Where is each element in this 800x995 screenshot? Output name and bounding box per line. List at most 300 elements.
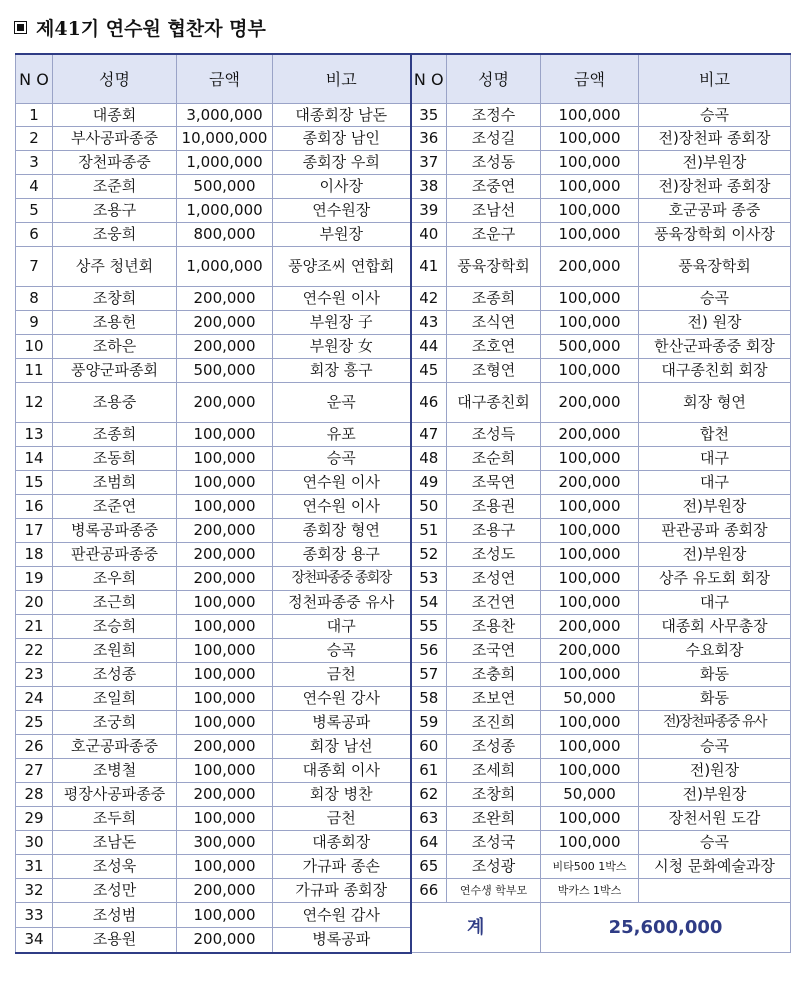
right-amount-cell: 100,000 xyxy=(541,175,639,199)
right-amount-cell: 100,000 xyxy=(541,567,639,591)
left-amount-cell: 200,000 xyxy=(177,567,273,591)
table-row xyxy=(16,615,791,639)
left-amount-cell: 100,000 xyxy=(177,591,273,615)
right-name-cell: 조성국 xyxy=(447,831,541,855)
right-amount-cell: 50,000 xyxy=(541,783,639,807)
right-no-cell: 58 xyxy=(411,687,447,711)
table-row xyxy=(16,247,791,287)
left-amount-cell: 1,000,000 xyxy=(177,247,273,287)
left-amount-cell: 100,000 xyxy=(177,807,273,831)
right-note-cell: 전)장천파 종회장 xyxy=(639,175,791,199)
left-amount-cell: 200,000 xyxy=(177,879,273,903)
right-no-cell: 55 xyxy=(411,615,447,639)
table-row xyxy=(16,287,791,311)
right-no-cell: 45 xyxy=(411,359,447,383)
right-note-cell: 상주 유도회 회장 xyxy=(639,567,791,591)
left-name-cell: 조궁희 xyxy=(53,711,177,735)
left-name-cell: 상주 청년회 xyxy=(53,247,177,287)
left-amount-cell: 500,000 xyxy=(177,359,273,383)
left-no-cell: 9 xyxy=(16,311,53,335)
right-note-cell: 풍육장학회 xyxy=(639,247,791,287)
right-note-cell: 대구 xyxy=(639,447,791,471)
left-name-cell: 조근희 xyxy=(53,591,177,615)
right-note-cell: 화동 xyxy=(639,687,791,711)
right-no-cell: 61 xyxy=(411,759,447,783)
right-name-cell: 연수생 학부모 xyxy=(447,879,541,903)
left-name-cell: 판관공파종중 xyxy=(53,543,177,567)
left-no-cell: 31 xyxy=(16,855,53,879)
left-name-cell: 조종희 xyxy=(53,423,177,447)
right-note-cell: 대구 xyxy=(639,471,791,495)
right-note-cell: 승곡 xyxy=(639,735,791,759)
right-name-cell: 조운구 xyxy=(447,223,541,247)
left-amount-cell: 100,000 xyxy=(177,855,273,879)
header-amount-right: 금액 xyxy=(541,54,639,104)
right-no-cell: 64 xyxy=(411,831,447,855)
left-note-cell: 병록공파 xyxy=(273,928,411,953)
right-name-cell: 조용찬 xyxy=(447,615,541,639)
left-amount-cell: 200,000 xyxy=(177,928,273,953)
left-no-cell: 17 xyxy=(16,519,53,543)
right-amount-cell: 100,000 xyxy=(541,127,639,151)
left-name-cell: 조용구 xyxy=(53,199,177,223)
right-note-cell: 승곡 xyxy=(639,831,791,855)
right-name-cell: 조정수 xyxy=(447,104,541,127)
right-amount-cell: 500,000 xyxy=(541,335,639,359)
left-no-cell: 32 xyxy=(16,879,53,903)
left-no-cell: 5 xyxy=(16,199,53,223)
left-note-cell: 승곡 xyxy=(273,447,411,471)
table-row xyxy=(16,543,791,567)
header-name-left: 성명 xyxy=(53,54,177,104)
right-amount-cell: 100,000 xyxy=(541,311,639,335)
table-row xyxy=(16,127,791,151)
right-note-cell: 전) 원장 xyxy=(639,311,791,335)
left-no-cell: 18 xyxy=(16,543,53,567)
right-no-cell: 50 xyxy=(411,495,447,519)
left-name-cell: 병록공파종중 xyxy=(53,519,177,543)
left-amount-cell: 1,000,000 xyxy=(177,151,273,175)
right-no-cell: 47 xyxy=(411,423,447,447)
header-note-left: 비고 xyxy=(273,54,411,104)
right-no-cell: 63 xyxy=(411,807,447,831)
left-note-cell: 회장 남선 xyxy=(273,735,411,759)
left-note-cell: 대구 xyxy=(273,615,411,639)
left-no-cell: 4 xyxy=(16,175,53,199)
left-name-cell: 조용헌 xyxy=(53,311,177,335)
left-amount-cell: 100,000 xyxy=(177,711,273,735)
table-row xyxy=(16,311,791,335)
left-note-cell: 금천 xyxy=(273,807,411,831)
table-row xyxy=(16,711,791,735)
right-name-cell: 조성득 xyxy=(447,423,541,447)
left-amount-cell: 100,000 xyxy=(177,447,273,471)
left-amount-cell: 10,000,000 xyxy=(177,127,273,151)
right-amount-cell: 100,000 xyxy=(541,735,639,759)
left-no-cell: 8 xyxy=(16,287,53,311)
left-note-cell: 유포 xyxy=(273,423,411,447)
table-row xyxy=(16,591,791,615)
right-amount-cell: 100,000 xyxy=(541,543,639,567)
left-no-cell: 22 xyxy=(16,639,53,663)
right-note-cell: 합천 xyxy=(639,423,791,447)
right-amount-cell: 100,000 xyxy=(541,519,639,543)
left-amount-cell: 500,000 xyxy=(177,175,273,199)
right-note-cell xyxy=(639,879,791,903)
table-row xyxy=(16,807,791,831)
total-value: 25,600,000 xyxy=(541,903,791,953)
left-name-cell: 조우희 xyxy=(53,567,177,591)
right-name-cell: 조진희 xyxy=(447,711,541,735)
left-amount-cell: 300,000 xyxy=(177,831,273,855)
right-note-cell: 전)원장 xyxy=(639,759,791,783)
left-note-cell: 연수원 강사 xyxy=(273,687,411,711)
left-amount-cell: 100,000 xyxy=(177,471,273,495)
left-no-cell: 11 xyxy=(16,359,53,383)
right-amount-cell: 200,000 xyxy=(541,383,639,423)
left-no-cell: 7 xyxy=(16,247,53,287)
left-no-cell: 34 xyxy=(16,928,53,953)
right-name-cell: 대구종친회 xyxy=(447,383,541,423)
sponsor-table xyxy=(15,53,791,954)
left-note-cell: 장천파종중 종회장 xyxy=(273,567,411,591)
left-name-cell: 조병철 xyxy=(53,759,177,783)
left-note-cell: 회장 흥구 xyxy=(273,359,411,383)
right-amount-cell: 100,000 xyxy=(541,591,639,615)
left-no-cell: 20 xyxy=(16,591,53,615)
right-name-cell: 조성길 xyxy=(447,127,541,151)
left-no-cell: 24 xyxy=(16,687,53,711)
left-amount-cell: 100,000 xyxy=(177,423,273,447)
left-amount-cell: 100,000 xyxy=(177,687,273,711)
left-note-cell: 대종회장 xyxy=(273,831,411,855)
left-no-cell: 10 xyxy=(16,335,53,359)
right-name-cell: 조세희 xyxy=(447,759,541,783)
left-no-cell: 1 xyxy=(16,104,53,127)
table-row xyxy=(16,519,791,543)
left-note-cell: 가규파 종회장 xyxy=(273,879,411,903)
left-amount-cell: 3,000,000 xyxy=(177,104,273,127)
left-no-cell: 13 xyxy=(16,423,53,447)
table-row xyxy=(16,359,791,383)
right-no-cell: 46 xyxy=(411,383,447,423)
left-name-cell: 대종회 xyxy=(53,104,177,127)
table-row xyxy=(16,879,791,903)
right-note-cell: 전)부원장 xyxy=(639,495,791,519)
left-name-cell: 조성욱 xyxy=(53,855,177,879)
left-amount-cell: 200,000 xyxy=(177,335,273,359)
right-name-cell: 조보연 xyxy=(447,687,541,711)
right-no-cell: 52 xyxy=(411,543,447,567)
right-note-cell: 전)장천파 종회장 xyxy=(639,127,791,151)
left-amount-cell: 1,000,000 xyxy=(177,199,273,223)
left-name-cell: 조준연 xyxy=(53,495,177,519)
right-note-cell: 수요회장 xyxy=(639,639,791,663)
right-name-cell: 조성종 xyxy=(447,735,541,759)
table-row xyxy=(16,423,791,447)
right-name-cell: 조중연 xyxy=(447,175,541,199)
left-amount-cell: 200,000 xyxy=(177,543,273,567)
left-name-cell: 조동희 xyxy=(53,447,177,471)
left-no-cell: 19 xyxy=(16,567,53,591)
right-note-cell: 전)장천파종중 유사 xyxy=(639,711,791,735)
right-no-cell: 66 xyxy=(411,879,447,903)
left-note-cell: 회장 병찬 xyxy=(273,783,411,807)
left-note-cell: 풍양조씨 연합회 xyxy=(273,247,411,287)
right-no-cell: 44 xyxy=(411,335,447,359)
left-name-cell: 조성만 xyxy=(53,879,177,903)
document-title xyxy=(14,12,266,42)
left-note-cell: 병록공파 xyxy=(273,711,411,735)
left-note-cell: 연수원 이사 xyxy=(273,287,411,311)
right-note-cell: 대구종친회 회장 xyxy=(639,359,791,383)
table-row xyxy=(16,383,791,423)
left-name-cell: 호군공파종중 xyxy=(53,735,177,759)
right-note-cell: 승곡 xyxy=(639,287,791,311)
right-name-cell: 조창희 xyxy=(447,783,541,807)
right-note-cell: 판관공파 종회장 xyxy=(639,519,791,543)
right-no-cell: 38 xyxy=(411,175,447,199)
right-note-cell: 대구 xyxy=(639,591,791,615)
table-row xyxy=(16,175,791,199)
right-name-cell: 조식연 xyxy=(447,311,541,335)
right-no-cell: 41 xyxy=(411,247,447,287)
left-note-cell: 운곡 xyxy=(273,383,411,423)
total-label: 계 xyxy=(411,903,541,953)
square-bullet-icon xyxy=(14,21,27,34)
right-name-cell: 조순희 xyxy=(447,447,541,471)
right-no-cell: 62 xyxy=(411,783,447,807)
right-no-cell: 54 xyxy=(411,591,447,615)
right-note-cell: 전)부원장 xyxy=(639,783,791,807)
right-name-cell: 풍육장학회 xyxy=(447,247,541,287)
left-no-cell: 2 xyxy=(16,127,53,151)
table-header-row xyxy=(16,54,791,104)
left-no-cell: 26 xyxy=(16,735,53,759)
right-name-cell: 조충희 xyxy=(447,663,541,687)
left-note-cell: 대종회장 남돈 xyxy=(273,104,411,127)
left-amount-cell: 800,000 xyxy=(177,223,273,247)
right-amount-cell: 200,000 xyxy=(541,615,639,639)
table-row xyxy=(16,903,791,928)
left-note-cell: 금천 xyxy=(273,663,411,687)
right-note-cell: 화동 xyxy=(639,663,791,687)
left-name-cell: 조원희 xyxy=(53,639,177,663)
left-name-cell: 조성종 xyxy=(53,663,177,687)
right-amount-cell: 100,000 xyxy=(541,151,639,175)
left-note-cell: 종회장 용구 xyxy=(273,543,411,567)
table-row xyxy=(16,447,791,471)
right-name-cell: 조용구 xyxy=(447,519,541,543)
table-row xyxy=(16,471,791,495)
left-no-cell: 29 xyxy=(16,807,53,831)
left-name-cell: 조창희 xyxy=(53,287,177,311)
right-no-cell: 35 xyxy=(411,104,447,127)
right-note-cell: 풍육장학회 이사장 xyxy=(639,223,791,247)
left-amount-cell: 200,000 xyxy=(177,735,273,759)
left-amount-cell: 100,000 xyxy=(177,495,273,519)
right-no-cell: 36 xyxy=(411,127,447,151)
right-no-cell: 40 xyxy=(411,223,447,247)
right-amount-cell: 박카스 1박스 xyxy=(541,879,639,903)
left-note-cell: 연수원 이사 xyxy=(273,495,411,519)
left-name-cell: 조남돈 xyxy=(53,831,177,855)
table-row xyxy=(16,735,791,759)
left-note-cell: 부원장 子 xyxy=(273,311,411,335)
right-amount-cell: 200,000 xyxy=(541,471,639,495)
table-row xyxy=(16,151,791,175)
right-no-cell: 53 xyxy=(411,567,447,591)
left-note-cell: 가규파 종손 xyxy=(273,855,411,879)
left-amount-cell: 100,000 xyxy=(177,639,273,663)
right-amount-cell: 100,000 xyxy=(541,287,639,311)
right-amount-cell: 100,000 xyxy=(541,831,639,855)
left-note-cell: 정천파종중 유사 xyxy=(273,591,411,615)
right-name-cell: 조남선 xyxy=(447,199,541,223)
right-no-cell: 65 xyxy=(411,855,447,879)
left-no-cell: 12 xyxy=(16,383,53,423)
left-no-cell: 25 xyxy=(16,711,53,735)
table-row xyxy=(16,831,791,855)
right-note-cell: 한산군파종중 회장 xyxy=(639,335,791,359)
right-amount-cell: 100,000 xyxy=(541,223,639,247)
right-name-cell: 조성동 xyxy=(447,151,541,175)
left-note-cell: 이사장 xyxy=(273,175,411,199)
left-no-cell: 3 xyxy=(16,151,53,175)
left-amount-cell: 200,000 xyxy=(177,287,273,311)
table-row xyxy=(16,855,791,879)
left-no-cell: 27 xyxy=(16,759,53,783)
left-note-cell: 부원장 xyxy=(273,223,411,247)
left-name-cell: 장천파종중 xyxy=(53,151,177,175)
right-amount-cell: 200,000 xyxy=(541,639,639,663)
right-no-cell: 60 xyxy=(411,735,447,759)
left-amount-cell: 100,000 xyxy=(177,903,273,928)
table-row xyxy=(16,639,791,663)
right-no-cell: 51 xyxy=(411,519,447,543)
left-amount-cell: 200,000 xyxy=(177,783,273,807)
left-note-cell: 종회장 우희 xyxy=(273,151,411,175)
right-amount-cell: 100,000 xyxy=(541,359,639,383)
left-name-cell: 조준희 xyxy=(53,175,177,199)
right-amount-cell: 100,000 xyxy=(541,759,639,783)
right-note-cell: 시청 문화예술과장 xyxy=(639,855,791,879)
right-no-cell: 42 xyxy=(411,287,447,311)
right-no-cell: 59 xyxy=(411,711,447,735)
table-row xyxy=(16,104,791,127)
right-name-cell: 조형연 xyxy=(447,359,541,383)
left-note-cell: 대종회 이사 xyxy=(273,759,411,783)
left-no-cell: 15 xyxy=(16,471,53,495)
left-note-cell: 종회장 형연 xyxy=(273,519,411,543)
right-amount-cell: 비타500 1박스 xyxy=(541,855,639,879)
right-note-cell: 승곡 xyxy=(639,104,791,127)
left-note-cell: 종회장 남인 xyxy=(273,127,411,151)
right-no-cell: 48 xyxy=(411,447,447,471)
right-no-cell: 57 xyxy=(411,663,447,687)
left-no-cell: 23 xyxy=(16,663,53,687)
left-name-cell: 조용중 xyxy=(53,383,177,423)
left-name-cell: 부사공파종중 xyxy=(53,127,177,151)
right-note-cell: 호군공파 종중 xyxy=(639,199,791,223)
table-row xyxy=(16,759,791,783)
right-amount-cell: 100,000 xyxy=(541,199,639,223)
table-row xyxy=(16,495,791,519)
left-note-cell: 연수원장 xyxy=(273,199,411,223)
left-name-cell: 조용원 xyxy=(53,928,177,953)
right-note-cell: 대종회 사무총장 xyxy=(639,615,791,639)
left-note-cell: 연수원 이사 xyxy=(273,471,411,495)
left-amount-cell: 200,000 xyxy=(177,519,273,543)
right-amount-cell: 100,000 xyxy=(541,447,639,471)
right-name-cell: 조용권 xyxy=(447,495,541,519)
right-name-cell: 조호연 xyxy=(447,335,541,359)
left-amount-cell: 100,000 xyxy=(177,759,273,783)
right-note-cell: 회장 형연 xyxy=(639,383,791,423)
table-row xyxy=(16,223,791,247)
right-amount-cell: 100,000 xyxy=(541,104,639,127)
right-amount-cell: 100,000 xyxy=(541,663,639,687)
table-row xyxy=(16,783,791,807)
left-amount-cell: 200,000 xyxy=(177,383,273,423)
right-note-cell: 장천서원 도감 xyxy=(639,807,791,831)
left-name-cell: 조일희 xyxy=(53,687,177,711)
right-note-cell: 전)부원장 xyxy=(639,543,791,567)
table-row xyxy=(16,663,791,687)
left-name-cell: 조두희 xyxy=(53,807,177,831)
right-amount-cell: 100,000 xyxy=(541,711,639,735)
table-row xyxy=(16,199,791,223)
left-name-cell: 조하은 xyxy=(53,335,177,359)
left-amount-cell: 200,000 xyxy=(177,311,273,335)
left-no-cell: 6 xyxy=(16,223,53,247)
table-row xyxy=(16,335,791,359)
right-note-cell: 전)부원장 xyxy=(639,151,791,175)
right-amount-cell: 100,000 xyxy=(541,495,639,519)
header-no-left: N O xyxy=(16,54,53,104)
right-amount-cell: 200,000 xyxy=(541,247,639,287)
right-name-cell: 조묵연 xyxy=(447,471,541,495)
left-no-cell: 30 xyxy=(16,831,53,855)
left-note-cell: 승곡 xyxy=(273,639,411,663)
header-no-right: N O xyxy=(411,54,447,104)
right-name-cell: 조성연 xyxy=(447,567,541,591)
left-name-cell: 평장사공파종중 xyxy=(53,783,177,807)
right-amount-cell: 100,000 xyxy=(541,807,639,831)
right-amount-cell: 200,000 xyxy=(541,423,639,447)
right-no-cell: 49 xyxy=(411,471,447,495)
left-name-cell: 조범희 xyxy=(53,471,177,495)
left-note-cell: 부원장 女 xyxy=(273,335,411,359)
left-no-cell: 14 xyxy=(16,447,53,471)
left-name-cell: 조웅희 xyxy=(53,223,177,247)
header-amount-left: 금액 xyxy=(177,54,273,104)
right-no-cell: 43 xyxy=(411,311,447,335)
left-name-cell: 조승희 xyxy=(53,615,177,639)
right-no-cell: 37 xyxy=(411,151,447,175)
right-name-cell: 조국연 xyxy=(447,639,541,663)
table-row xyxy=(16,567,791,591)
header-name-right: 성명 xyxy=(447,54,541,104)
right-amount-cell: 50,000 xyxy=(541,687,639,711)
right-no-cell: 39 xyxy=(411,199,447,223)
left-no-cell: 28 xyxy=(16,783,53,807)
left-no-cell: 21 xyxy=(16,615,53,639)
title-text: 제41기 연수원 협찬자 명부 xyxy=(36,17,266,40)
right-name-cell: 조성광 xyxy=(447,855,541,879)
left-amount-cell: 100,000 xyxy=(177,663,273,687)
table-row xyxy=(16,687,791,711)
